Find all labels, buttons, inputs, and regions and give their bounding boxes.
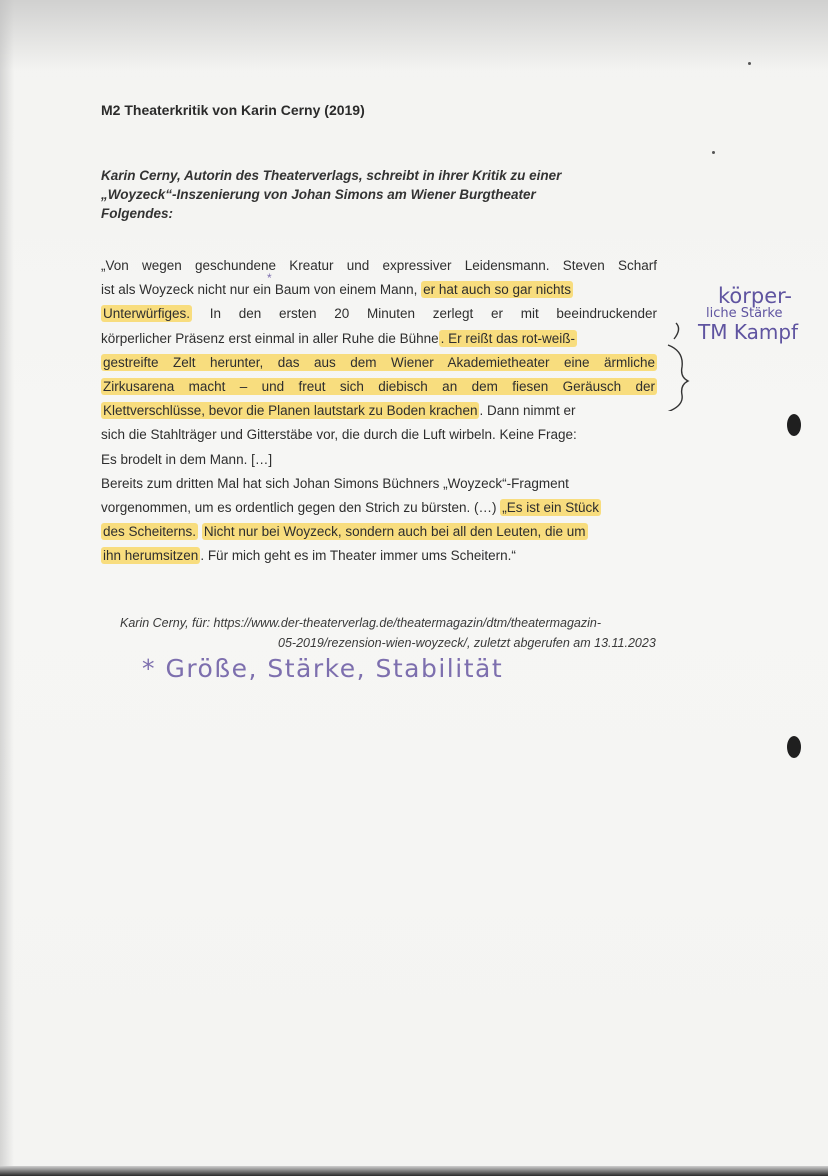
quote-line bbox=[101, 351, 657, 375]
quote-line: sich die Stahlträger und Gitterstäbe vor, die durch die Luft wirbeln. Keine Frage: bbox=[101, 427, 577, 443]
margin-note-text: liche Stärke bbox=[706, 306, 783, 321]
quote-line: ihn herumsitzen . Für mich geht es im Theater immer ums Scheitern.“ bbox=[103, 548, 516, 564]
highlight: Klettverschlüsse, bevor die Planen lautstark zu Boden krachen bbox=[103, 403, 478, 419]
quote-line bbox=[101, 520, 657, 544]
margin-note-text: körper- bbox=[718, 284, 793, 308]
review-quote bbox=[101, 254, 657, 568]
punch-hole-icon bbox=[787, 414, 801, 436]
quote-line bbox=[101, 375, 657, 399]
document-heading: M2 Theaterkritik von Karin Cerny (2019) bbox=[101, 102, 365, 118]
highlight: . Er reißt das rot-weiß- bbox=[440, 330, 575, 346]
highlight: Zirkusarena macht – und freut sich diebisch an dem fiesen Geräusch der bbox=[103, 378, 655, 394]
quote-line: Klettverschlüsse, bevor die Planen lautstark zu Boden krachen . Dann nimmt er bbox=[103, 403, 576, 419]
punch-hole-icon bbox=[787, 736, 801, 758]
highlight: Unterwürfiges. bbox=[103, 306, 191, 322]
quote-line: körperlicher Präsenz erst einmal in aller Ruhe die Bühne . Er reißt das rot-weiß- bbox=[101, 330, 575, 346]
intro-paragraph bbox=[101, 166, 621, 223]
intro-line: „Woyzeck“-Inszenierung von Johan Simons am Wiener Burgtheater bbox=[101, 187, 536, 202]
highlight: ihn herumsitzen bbox=[103, 548, 199, 564]
highlight: er hat auch so gar nichts bbox=[423, 282, 571, 298]
margin-note-text: TM Kampf bbox=[698, 320, 799, 344]
intro-line: Karin Cerny, Autorin des Theaterverlags, schreibt in ihrer Kritik zu einer bbox=[101, 168, 562, 183]
intro-line: Folgendes: bbox=[101, 206, 174, 221]
speck bbox=[712, 151, 715, 154]
handwritten-footnote: * Größe, Stärke, Stabilität bbox=[142, 654, 504, 683]
scan-bottom-edge bbox=[0, 1166, 828, 1176]
speck bbox=[748, 62, 751, 65]
highlight: gestreifte Zelt herunter, das aus dem Wiener Akademietheater eine ärmliche bbox=[103, 354, 655, 370]
bracket-stroke bbox=[674, 323, 679, 339]
citation-line: Karin Cerny, für: https://www.der-theaterverlag.de/theatermagazin/dtm/theatermagazin- bbox=[120, 616, 602, 630]
quote-line: Es brodelt in dem Mann. […] bbox=[101, 451, 273, 467]
margin-handwritten-note bbox=[660, 281, 820, 411]
curly-brace-icon bbox=[664, 345, 688, 411]
quote-line: vorgenommen, um es ordentlich gegen den Strich zu bürsten. (…) „Es ist ein Stück bbox=[101, 499, 599, 515]
highlight: „Es ist ein Stück bbox=[502, 499, 599, 515]
quote-line: ist als Woyzeck nicht nur ein Baum von einem Mann, er hat auch so gar nichts * bbox=[101, 278, 657, 302]
page-shadow-left bbox=[0, 0, 14, 1176]
source-citation bbox=[120, 613, 750, 653]
highlight: Nicht nur bei Woyzeck, sondern auch bei all den Leuten, die um bbox=[203, 524, 586, 540]
quote-line: Bereits zum dritten Mal hat sich Johan Simons Büchners „Woyzeck“-Fragment bbox=[101, 475, 569, 491]
asterisk-mark: * bbox=[267, 271, 272, 286]
page-shadow-top bbox=[0, 0, 828, 70]
quote-line: Unterwürfiges. In den ersten 20 Minuten zerlegt er mit beeindruckender bbox=[103, 306, 657, 322]
quote-line: „Von wegen geschundene Kreatur und expressiver Leidensmann. Steven Scharf bbox=[101, 258, 657, 273]
highlight: des Scheiterns. bbox=[103, 524, 197, 540]
citation-line: 05-2019/rezension-wien-woyzeck/, zuletzt abgerufen am 13.11.2023 bbox=[278, 636, 656, 650]
